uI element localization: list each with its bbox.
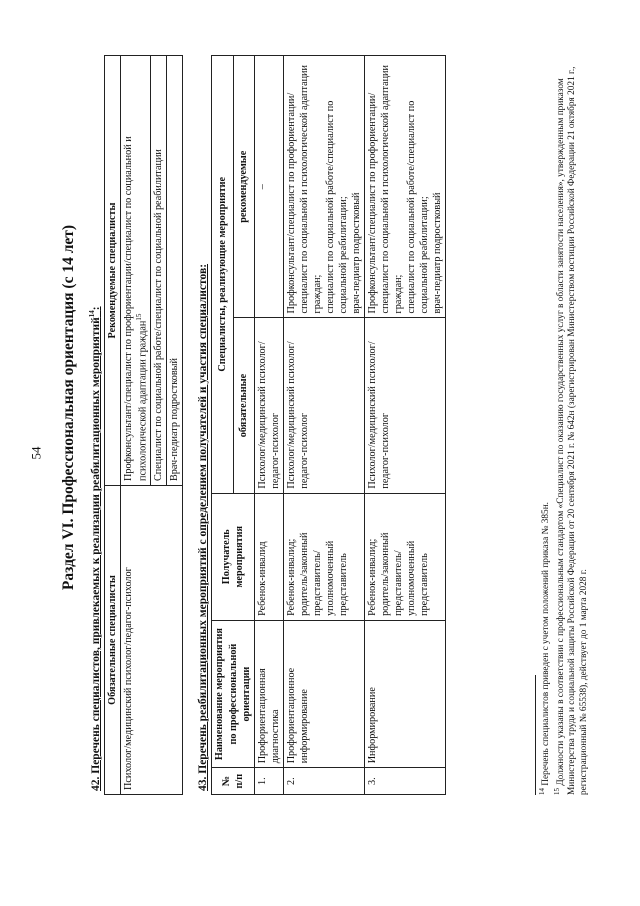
row-num: 2. (283, 768, 364, 795)
row-mandatory: Психолог/медицинский психолог/педагог-психолог (254, 318, 283, 493)
recommended-line: специалист по социальной работе/специалист по социальной реабилитации; (406, 100, 431, 314)
row-mandatory: Психолог/медицинский психолог/педагог-психолог (364, 318, 445, 493)
footnote-mark: 15 (552, 788, 561, 795)
recommended-line: Профконсультант/специалист по профориентации/специалист по социальной и психологической адаптации граждан; (366, 65, 405, 314)
row-mandatory: Психолог/медицинский психолог/педагог-психолог (283, 318, 364, 493)
header-name: Наименование мероприятия по профессиональной ориентации (212, 620, 254, 767)
footnote-list (538, 20, 591, 795)
recommended-line: Профконсультант/специалист по профориентации/специалист по социальной и психологической адаптации граждан; (285, 65, 323, 314)
recommended-line: специалист по социальной работе/специалист по социальной реабилитации; (324, 100, 349, 314)
header-recommended-specialists: рекомендуемые (233, 56, 254, 318)
recommended-specialist: Специалист по социальной работе/специалист по социальной реабилитации (151, 56, 167, 486)
footnote-text: Должности указаны в соответствии с профессиональным стандартом «Специалист по оказанию государственных услуг в области занятости населения», утвержденным приказом Министерства труда и социальной защиты Российской Федерации от 20 сентября 2021 г. № 642н (зарегистрирован Министерством юстиции Российской Федерации 21 октября 2021 г., регистрационный № 65538), действует до 1 марта 2028 г. (555, 66, 590, 795)
row-name: Профориентационная диагностика (254, 620, 283, 767)
footnote-mark: 14 (538, 788, 546, 795)
page-number: 54 (28, 446, 44, 460)
header-recommended: Рекомендуемые специалисты (104, 56, 120, 486)
table42-title-text: 42. Перечень специалистов, привлекаемых к реализации реабилитационных мероприятий (89, 317, 102, 791)
section-title: Раздел VI. Профессиональная ориентация (с 14 лет) (60, 224, 77, 591)
header-mandatory: Обязательные специалисты (104, 486, 120, 795)
header-recipient: Получатель мероприятия (212, 493, 254, 620)
row-recipient: Ребенок-инвалид; родитель/законный представитель/уполномоченный представитель (364, 493, 445, 620)
recommended-specialist: Врач-педиатр подростковый (167, 56, 183, 486)
recommended-line: врач-педиатр подростковый (432, 192, 444, 314)
header-num: № п/п (212, 768, 254, 795)
header-specialists: Специалисты, реализующие мероприятие (212, 56, 233, 494)
row-name: Информирование (364, 620, 445, 767)
recommended-footnote: 15 (134, 313, 143, 321)
footnote-divider (535, 675, 536, 795)
recommended-text: Профконсультант/специалист по профориентации/специалист по социальной и психологической адаптации граждан (122, 136, 149, 481)
mandatory-specialists: Психолог/медицинский психолог/педагог-психолог (120, 486, 183, 795)
footnote-text: Перечень специалистов приведен с учетом положений приказа № 385н. (541, 502, 552, 786)
row-recipient: Ребенок-инвалид; родитель/законный представитель/уполномоченный представитель (283, 493, 364, 620)
table43-title: 43. Перечень реабилитационных мероприятий с определением получателей и участия специалистов: (197, 263, 210, 791)
table42-title-footnote: 14 (88, 310, 96, 318)
row-num: 1. (254, 768, 283, 795)
row-recipient: Ребенок-инвалид (254, 493, 283, 620)
footnote (553, 20, 591, 795)
table42-title-suffix: : (89, 306, 102, 311)
recommended-line: врач-педиатр подростковый (350, 192, 362, 314)
header-mandatory-specialists: обязательные (233, 318, 254, 493)
footnote (538, 20, 553, 795)
row-num: 3. (364, 768, 445, 795)
row-recommended: – (254, 56, 283, 318)
row-name: Профориентационное информирование (283, 620, 364, 767)
